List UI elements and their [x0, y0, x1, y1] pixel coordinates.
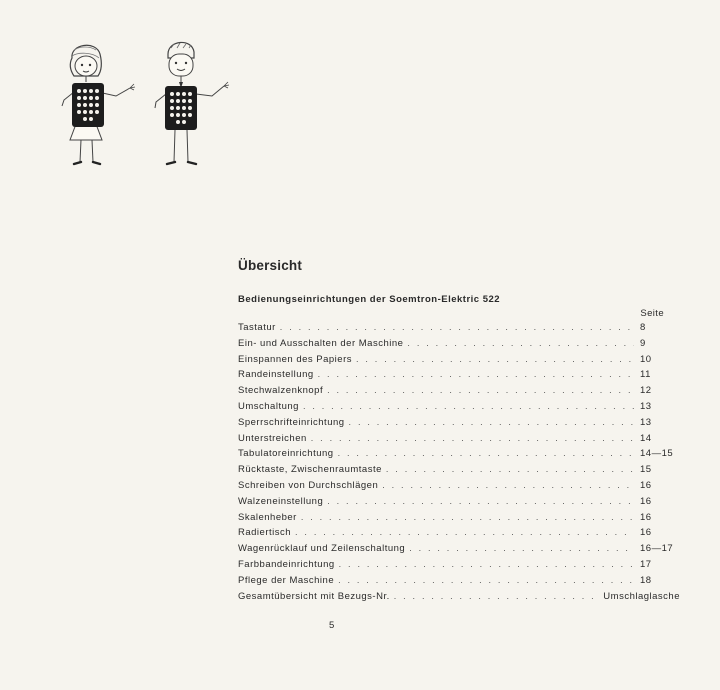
- toc-entry: [238, 401, 680, 417]
- girl-figure-icon: [52, 36, 142, 176]
- toc-entry-title: Pflege der Maschine: [238, 574, 335, 586]
- toc-entry: [238, 322, 680, 338]
- toc-entry: [238, 433, 680, 449]
- toc-entry: [238, 385, 680, 401]
- dot-leader: [394, 591, 598, 601]
- dot-leader: [338, 575, 634, 585]
- toc-entry-title: Umschaltung: [238, 400, 299, 412]
- page-column-label: Seite: [640, 308, 664, 319]
- dot-leader: [339, 559, 634, 569]
- section-subheading: Bedienungseinrichtungen der Soemtron-Elektric 522: [238, 294, 501, 305]
- toc-entry: [238, 480, 680, 496]
- toc-entry-title: Randeinstellung: [238, 369, 314, 381]
- cartoon-illustration: [52, 36, 252, 176]
- toc-entry: [238, 417, 680, 433]
- toc-entry-page: 9: [640, 337, 646, 349]
- toc-entry-page: 15: [640, 464, 652, 476]
- toc-entry-title: Schreiben von Durchschlägen: [238, 479, 379, 491]
- dot-leader: [301, 512, 634, 522]
- toc-entry: [238, 543, 680, 559]
- toc-entry: [238, 591, 680, 607]
- toc-entry-page: 8: [640, 322, 646, 333]
- toc-entry: [238, 369, 680, 385]
- toc-entry-page: 13: [640, 416, 652, 428]
- page-number: 5: [329, 620, 335, 631]
- toc-entry-page: 18: [640, 574, 652, 586]
- dot-leader: [407, 338, 634, 348]
- toc-entry-title: Ein- und Ausschalten der Maschine: [238, 337, 404, 349]
- dot-leader: [327, 385, 634, 395]
- toc-entry: [238, 464, 680, 480]
- toc-entry-page: 11: [640, 369, 651, 381]
- toc-entry-title: Wagenrücklauf und Zeilenschaltung: [238, 543, 406, 555]
- toc-entry-page: 16: [640, 495, 652, 507]
- dot-leader: [311, 433, 634, 443]
- dot-leader: [349, 417, 634, 427]
- toc-entry-page: 14—15: [640, 448, 674, 460]
- toc-entry-page: 14: [640, 432, 652, 444]
- toc-entry-title: Skalenheber: [238, 511, 297, 523]
- dot-leader: [409, 543, 634, 553]
- toc-entry-title: Tabulatoreinrichtung: [238, 448, 334, 460]
- dot-leader: [295, 527, 634, 537]
- toc-entry: [238, 354, 680, 370]
- toc-entry: [238, 512, 680, 528]
- toc-entry-page: 16—17: [640, 543, 674, 555]
- toc-entry: [238, 338, 680, 354]
- toc-entry-title: Sperrschrifteinrichtung: [238, 416, 345, 428]
- dot-leader: [303, 401, 634, 411]
- toc-entry: [238, 448, 680, 464]
- toc-entry-page: 12: [640, 385, 652, 397]
- toc-entry-page: 10: [640, 353, 652, 365]
- toc-entry: [238, 575, 680, 591]
- toc-entries: [238, 322, 680, 606]
- toc-entry-title: Farbbandeinrichtung: [238, 558, 335, 570]
- dot-leader: [382, 480, 634, 490]
- dot-leader: [327, 496, 634, 506]
- toc-entry-page: 13: [640, 400, 652, 412]
- toc-entry-title: Einspannen des Papiers: [238, 353, 352, 365]
- dot-leader: [386, 464, 634, 474]
- toc-entry-page: 16: [640, 511, 652, 523]
- dot-leader: [280, 322, 634, 332]
- toc-entry: [238, 496, 680, 512]
- dot-leader: [356, 354, 634, 364]
- toc-entry-page: 16: [640, 479, 652, 491]
- toc-entry-title: Rücktaste, Zwischenraumtaste: [238, 464, 382, 476]
- toc-entry: [238, 527, 680, 543]
- toc-entry-title: Tastatur: [238, 322, 276, 333]
- toc-entry-title: Gesamtübersicht mit Bezugs-Nr.: [238, 590, 390, 602]
- toc-entry-page: Umschlaglasche: [603, 590, 680, 602]
- toc-entry-title: Walzeneinstellung: [238, 495, 324, 507]
- toc-entry-page: 16: [640, 527, 652, 539]
- dot-leader: [318, 369, 634, 379]
- page-title: Übersicht: [238, 258, 303, 273]
- dot-leader: [338, 448, 634, 458]
- toc-entry-title: Stechwalzenknopf: [238, 385, 324, 397]
- toc-entry-title: Unterstreichen: [238, 432, 307, 444]
- toc-entry-title: Radiertisch: [238, 527, 292, 539]
- toc-entry-page: 17: [640, 558, 652, 570]
- toc-entry: [238, 559, 680, 575]
- boy-figure-icon: [144, 36, 234, 176]
